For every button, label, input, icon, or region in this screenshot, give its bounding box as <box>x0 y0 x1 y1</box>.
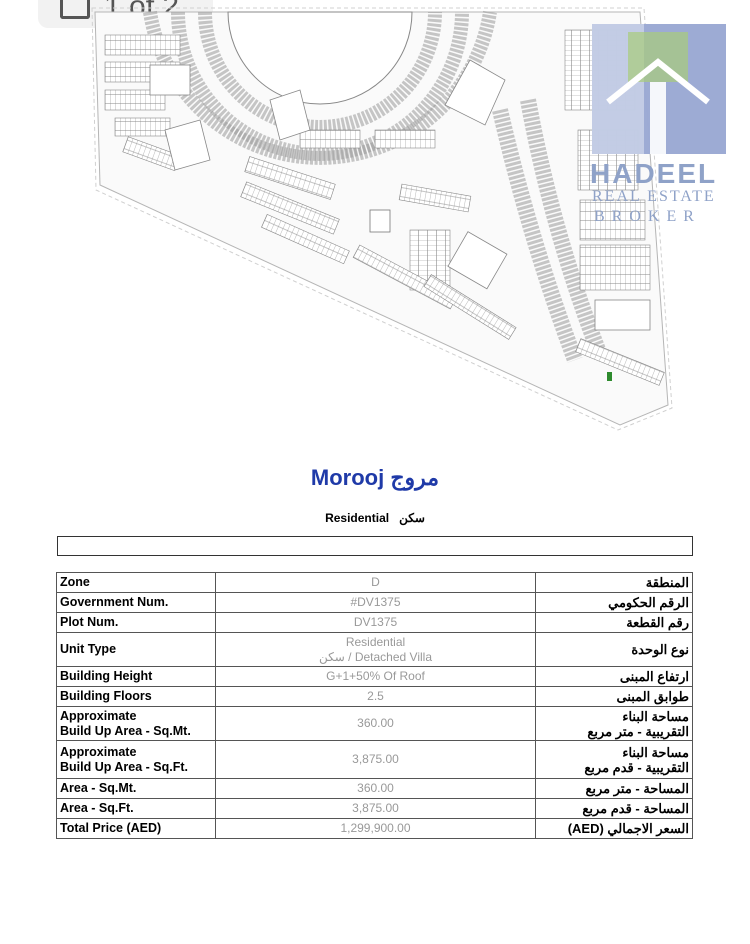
row-arabic-label-line: مساحة البناء <box>622 744 689 760</box>
row-label-line: Build Up Area - Sq.Ft. <box>60 759 189 774</box>
row-label-line: Approximate <box>60 744 137 759</box>
row-value <box>216 707 536 741</box>
row-arabic-label <box>536 707 693 741</box>
table-row <box>57 573 693 593</box>
table-row <box>57 613 693 633</box>
row-arabic-label-line: مساحة البناء <box>622 708 689 724</box>
table-row <box>57 687 693 707</box>
row-arabic-label-line: التقريبية - قدم مربع <box>584 759 689 775</box>
table-row <box>57 593 693 613</box>
row-arabic-label-line: رقم القطعة <box>626 615 689 630</box>
row-arabic-label <box>536 819 693 839</box>
row-value-line: 360.00 <box>357 781 394 795</box>
row-value-line: سكن / Detached Villa <box>319 649 432 664</box>
row-label <box>57 799 216 819</box>
row-value-line: 360.00 <box>357 716 394 730</box>
row-value <box>216 573 536 593</box>
row-label-line: Building Height <box>60 669 153 683</box>
row-value-line: 3,875.00 <box>352 752 399 766</box>
row-label-line: Unit Type <box>60 642 117 656</box>
row-value <box>216 687 536 707</box>
row-label <box>57 593 216 613</box>
row-value <box>216 741 536 779</box>
row-label <box>57 741 216 779</box>
row-arabic-label <box>536 799 693 819</box>
row-value-line: 3,875.00 <box>352 801 399 815</box>
logo-line-2: BROKER <box>594 208 701 225</box>
table-row <box>57 819 693 839</box>
row-value-line: 2.5 <box>367 689 384 703</box>
row-arabic-label-line: الرقم الحكومي <box>608 595 689 610</box>
row-value-line: #DV1375 <box>350 595 401 609</box>
logo-name: HADEEL <box>590 158 718 189</box>
row-arabic-label <box>536 633 693 667</box>
row-label <box>57 819 216 839</box>
table-row <box>57 779 693 799</box>
row-value <box>216 667 536 687</box>
row-value-line: Residential <box>345 634 406 649</box>
row-arabic-label <box>536 667 693 687</box>
row-arabic-label <box>536 573 693 593</box>
logo-line-1: REAL ESTATE <box>592 188 716 205</box>
row-value <box>216 779 536 799</box>
row-label-line: Plot Num. <box>60 615 119 629</box>
row-label-line: Total Price (AED) <box>60 821 162 835</box>
row-value-line: D <box>371 575 380 589</box>
row-label-line: Build Up Area - Sq.Mt. <box>60 723 191 738</box>
table-row <box>57 707 693 741</box>
row-label-line: Approximate <box>60 708 137 723</box>
table-row <box>57 667 693 687</box>
notes-box <box>57 536 693 556</box>
row-label <box>57 573 216 593</box>
row-label <box>57 707 216 741</box>
row-value <box>216 799 536 819</box>
project-subtitle: Residential سكن <box>325 511 425 525</box>
row-label-line: Government Num. <box>60 595 169 609</box>
plot-details-table <box>56 572 693 839</box>
row-value <box>216 613 536 633</box>
row-arabic-label-line: السعر الاجمالي (AED) <box>567 821 689 836</box>
project-title: Morooj مروج <box>310 465 440 490</box>
table-row <box>57 799 693 819</box>
row-arabic-label <box>536 593 693 613</box>
highlighted-plot <box>607 372 612 381</box>
row-label-line: Building Floors <box>60 689 152 703</box>
row-arabic-label <box>536 613 693 633</box>
row-label-line: Zone <box>60 575 90 589</box>
row-value <box>216 633 536 667</box>
row-value-line: G+1+50% Of Roof <box>326 669 425 683</box>
row-arabic-label <box>536 741 693 779</box>
row-label <box>57 667 216 687</box>
table-row <box>57 633 693 667</box>
row-arabic-label <box>536 687 693 707</box>
row-label <box>57 687 216 707</box>
row-arabic-label-line: طوابق المبنى <box>616 689 689 704</box>
row-arabic-label-line: التقريبية - متر مربع <box>587 723 689 739</box>
table-row <box>57 741 693 779</box>
row-arabic-label-line: المنطقة <box>645 575 689 590</box>
row-value-line: DV1375 <box>353 615 398 629</box>
row-arabic-label-line: المساحة - متر مربع <box>585 781 689 796</box>
row-arabic-label-line: المساحة - قدم مربع <box>582 801 689 816</box>
row-value <box>216 819 536 839</box>
row-label <box>57 613 216 633</box>
row-arabic-label <box>536 779 693 799</box>
row-arabic-label-line: نوع الوحدة <box>631 642 689 657</box>
row-label-line: Area - Sq.Mt. <box>60 781 137 795</box>
row-label-line: Area - Sq.Ft. <box>60 801 134 815</box>
row-value-line: 1,299,900.00 <box>340 821 411 835</box>
row-label <box>57 633 216 667</box>
row-value <box>216 593 536 613</box>
row-label <box>57 779 216 799</box>
row-arabic-label-line: ارتفاع المبنى <box>619 669 689 684</box>
